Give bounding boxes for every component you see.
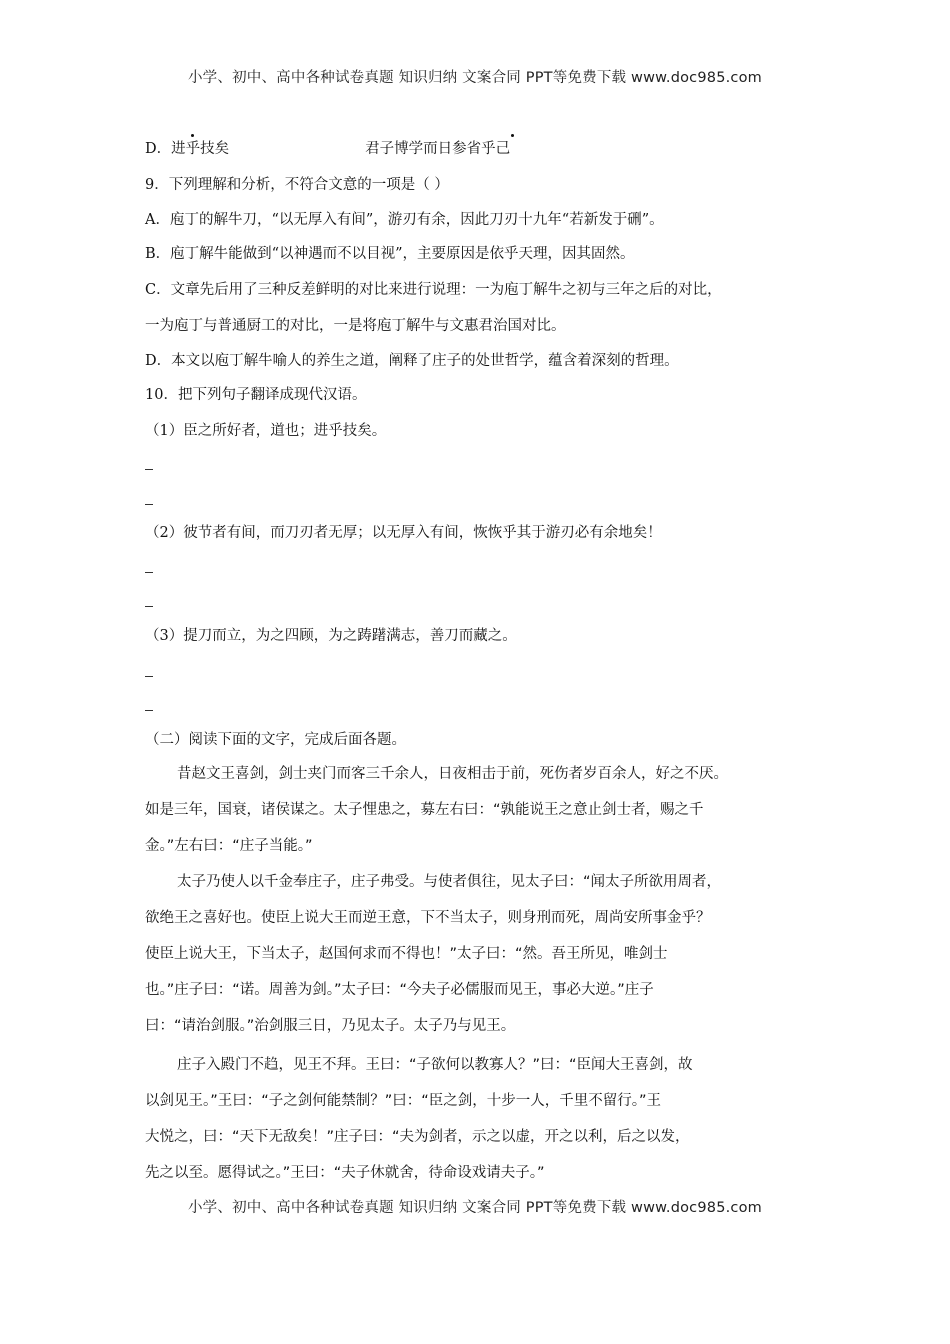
answer-blank-line — [145, 572, 153, 573]
section2-heading: （二）阅读下面的文字，完成后面各题。 — [145, 732, 406, 748]
passage-line: 使臣上说大王，下当太子，赵国何求而不得也！”太子曰：“然。吾王所见，唯剑士 — [145, 946, 668, 962]
q9-option-d: D．本文以庖丁解牛喻人的养生之道，阐释了庄子的处世哲学，蕴含着深刻的哲理。 — [145, 353, 679, 369]
footer-banner: 小学、初中、高中各种试卷真题 知识归纳 文案合同 PPT等免费下载 www.doc985.com — [187, 1200, 763, 1216]
passage-line: 金。”左右曰：“庄子当能。” — [145, 838, 313, 854]
passage-line: 先之以至。愿得试之。”王曰：“夫子休就舍，待命设戏请夫子。” — [145, 1165, 545, 1181]
passage-line: 曰：“请治剑服。”治剑服三日，乃见太子。太子乃与见王。 — [145, 1018, 516, 1034]
answer-blank-line — [145, 606, 153, 607]
passage-line: 欲绝王之喜好也。使臣上说大王而逆王意，下不当太子，则身刑而死，周尚安所事金乎？ — [145, 910, 711, 926]
answer-blank-line — [145, 676, 153, 677]
q10-stem: 10．把下列句子翻译成现代汉语。 — [145, 387, 367, 403]
q10-sentence-1: （1）臣之所好者，道也；进乎技矣。 — [145, 423, 387, 439]
header-banner: 小学、初中、高中各种试卷真题 知识归纳 文案合同 PPT等免费下载 www.doc985.com — [187, 70, 763, 86]
q9-option-a: A．庖丁的解牛刀，“以无厚入有间”，游刃有余，因此刀刃十九年“若新发于硎”。 — [145, 212, 664, 228]
answer-blank-line — [145, 504, 153, 505]
passage-line: 昔赵文王喜剑，剑士夹门而客三千余人，日夜相击于前，死伤者岁百余人，好之不厌。 — [177, 766, 728, 782]
passage-line: 大悦之，曰：“天下无敌矣！”庄子曰：“夫为剑者，示之以虚，开之以利，后之以发， — [145, 1129, 690, 1145]
q9-option-b: B．庖丁解牛能做到“以神遇而不以目视”，主要原因是依乎天理，因其固然。 — [145, 246, 635, 262]
q9-stem: 9．下列理解和分析，不符合文意的一项是（ ） — [145, 177, 449, 193]
q8-option-d-part1: D．进乎技矣 — [145, 141, 230, 157]
passage-line: 如是三年，国衰，诸侯谋之。太子悝患之，募左右曰：“孰能说王之意止剑士者，赐之千 — [145, 802, 704, 818]
passage-line: 也。”庄子曰：“诺。周善为剑。”太子曰：“今夫子必儒服而见王，事必大逆。”庄子 — [145, 982, 654, 998]
q10-sentence-2: （2）彼节者有间，而刀刃者无厚；以无厚入有间，恢恢乎其于游刃必有余地矣！ — [145, 525, 662, 541]
passage-line: 太子乃使人以千金奉庄子，庄子弗受。与使者俱往，见太子曰：“闻太子所欲用周者， — [177, 874, 722, 890]
emphasis-dot — [511, 134, 514, 137]
q8-option-d-part2: 君子博学而日参省乎己 — [365, 141, 511, 157]
passage-line: 庄子入殿门不趋，见王不拜。王曰：“子欲何以教寡人？”曰：“臣闻大王喜剑，故 — [177, 1057, 693, 1073]
answer-blank-line — [145, 710, 153, 711]
answer-blank-line — [145, 469, 153, 470]
q10-sentence-3: （3）提刀而立，为之四顾，为之踌躇满志，善刀而藏之。 — [145, 628, 517, 644]
emphasis-dot — [191, 134, 194, 137]
passage-line: 以剑见王。”王曰：“子之剑何能禁制？”曰：“臣之剑，十步一人，千里不留行。”王 — [145, 1093, 662, 1109]
q9-option-c-line1: C．文章先后用了三种反差鲜明的对比来进行说理：一为庖丁解牛之初与三年之后的对比， — [145, 282, 722, 298]
q9-option-c-line2: 一为庖丁与普通厨工的对比，一是将庖丁解牛与文惠君治国对比。 — [145, 318, 566, 334]
q8-option-d — [145, 139, 510, 159]
